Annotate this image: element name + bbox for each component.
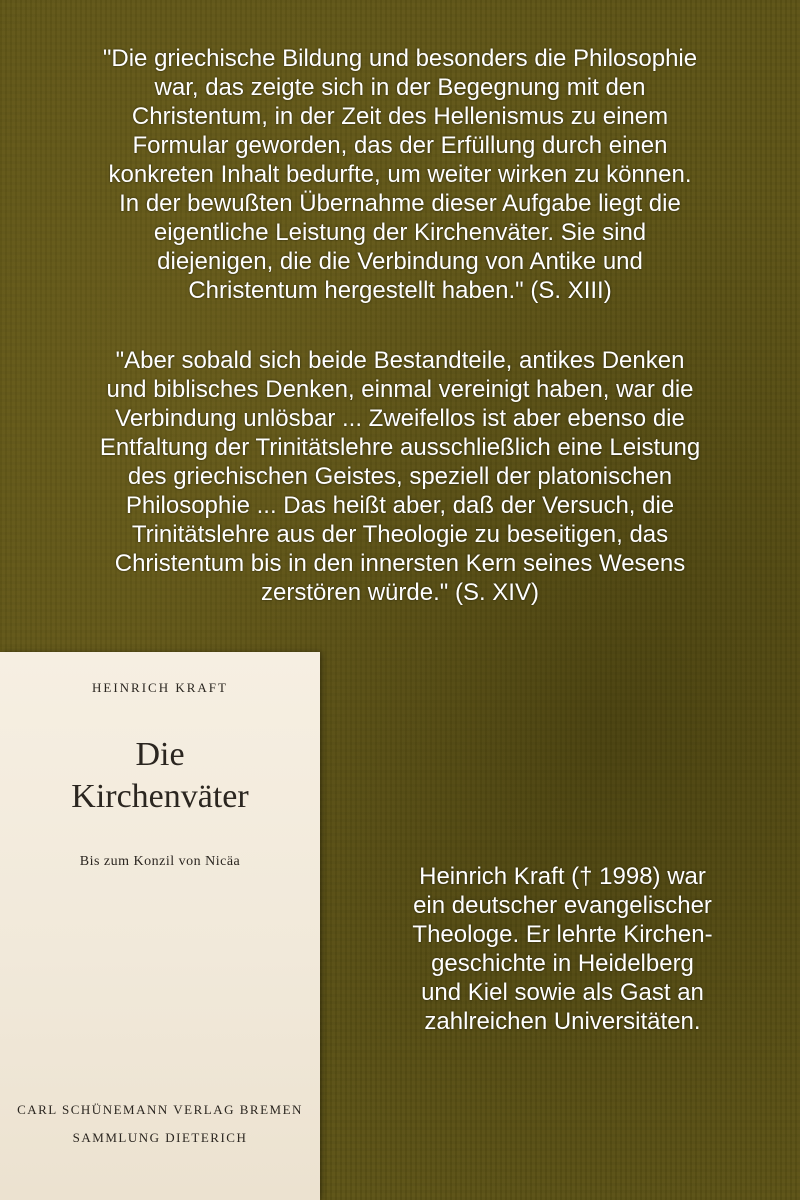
quote-line: konkreten Inhalt bedurfte, um weiter wirken zu können. — [108, 161, 692, 188]
bio-line: Heinrich Kraft († 1998) war — [419, 863, 706, 890]
quote-line: diejenigen, die die Verbindung von Antike und — [157, 248, 643, 275]
author-bio — [345, 862, 780, 1036]
bio-line: und Kiel sowie als Gast an — [421, 979, 704, 1006]
quote-line: Verbindung unlösbar ... Zweifellos ist aber ebenso die — [115, 405, 685, 432]
quote-line: eigentliche Leistung der Kirchenväter. Sie sind — [153, 219, 647, 246]
cover-author: HEINRICH KRAFT — [92, 680, 228, 695]
quote-line: war, das zeigte sich in der Begegnung mit den — [154, 74, 646, 101]
quote-line: des griechischen Geistes, speziell der platonischen — [127, 463, 673, 490]
quote-2 — [20, 346, 780, 607]
book-cover — [0, 652, 320, 1200]
quote-line: "Die griechische Bildung und besonders die Philosophie — [102, 45, 698, 72]
cover-title — [0, 734, 320, 818]
quote-line: "Aber sobald sich beide Bestandteile, antikes Denken — [115, 347, 685, 374]
quote-line: Formular geworden, das der Erfüllung durch einen — [132, 132, 668, 159]
quote-line: Philosophie ... Das heißt aber, daß der Versuch, die — [125, 492, 675, 519]
quote-line: Christentum hergestellt haben." (S. XIII) — [188, 277, 612, 304]
cover-title-line: Kirchenväter — [71, 778, 249, 815]
quote-1 — [20, 44, 780, 305]
cover-publisher: CARL SCHÜNEMANN VERLAG BREMEN — [17, 1102, 303, 1117]
quote-line: Entfaltung der Trinitätslehre ausschließlich eine Leistung — [99, 434, 701, 461]
cover-title-line: Die — [135, 736, 185, 773]
bio-line: geschichte in Heidelberg — [431, 950, 694, 977]
cover-series: SAMMLUNG DIETERICH — [72, 1130, 248, 1145]
bio-line: Theologe. Er lehrte Kirchen- — [412, 921, 713, 948]
bio-line: zahlreichen Universitäten. — [424, 1008, 701, 1035]
quote-line: In der bewußten Übernahme dieser Aufgabe liegt die — [119, 190, 681, 217]
quote-line: und biblisches Denken, einmal vereinigt haben, war die — [106, 376, 694, 403]
quote-line: Trinitätslehre aus der Theologie zu beseitigen, das — [131, 521, 669, 548]
quote-line: zerstören würde." (S. XIV) — [261, 579, 539, 606]
quote-line: Christentum, in der Zeit des Hellenismus zu einem — [131, 103, 669, 130]
quote-line: Christentum bis in den innersten Kern seines Wesens — [114, 550, 686, 577]
bio-line: ein deutscher evangelischer — [413, 892, 712, 919]
cover-subtitle: Bis zum Konzil von Nicäa — [79, 854, 241, 869]
